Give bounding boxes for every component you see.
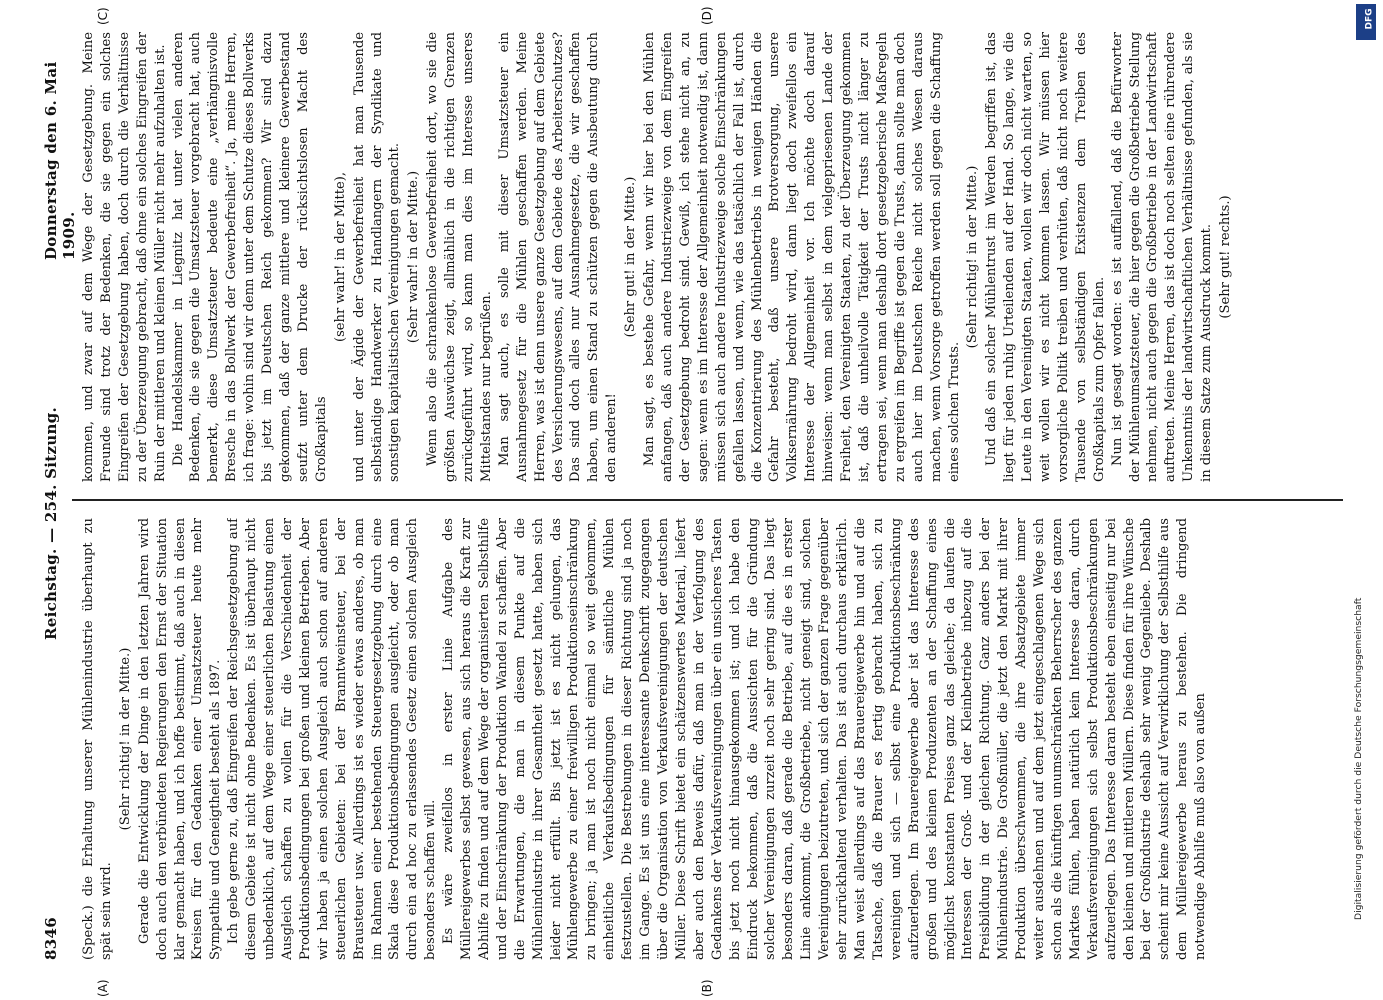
left-column — [80, 518, 1353, 960]
paragraph: Es wäre zweifellos in erster Linie Aufgabe des Müllereigewerbes selbst gewesen, aus sich heraus die Kraft zur Abhilfe zu finden und auf dem Wege der organisierten Selbsthilfe und der Einschränkung der Produktion Wandel zu schaffen. Aber die Erwartungen, die man in diesem Punkte auf die Mühlenindustrie in ihrer Gesamtheit gesetzt hatte, haben sich leider nicht erfüllt. Bis jetzt ist es nicht gelungen, das Mühlengewerbe zu einer freiwilligen Produktionseinschränkung zu bringen; ja man ist noch nicht einmal so weit gekommen, einheitliche Verkaufsbedingungen für sämtliche Mühlen festzustellen. Die Bestrebungen in dieser Richtung sind ja noch im Gange. Es ist uns eine interessante Denkschrift zugegangen über die Organisation von Verkaufsvereinigungen der deutschen Müller. Diese Schrift bietet ein schätzenswertes Material, liefert aber auch den Beweis dafür, daß man in der Verfolgung des Gedankens der Verkaufsvereinigungen über ein unsicheres Tasten bis jetzt noch nicht hinausgekommen ist; und ich habe den Eindruck bekommen, daß die Aussichten für die Gründung solcher Vereinigungen zurzeit noch sehr gering sind. Das liegt besonders daran, daß gerade die Betriebe, auf die es in erster Linie ankommt, die Großbetriebe, nicht geneigt sind, solchen Vereinigungen beizutreten, und sich der ganzen Frage gegenüber sehr zurückhaltend verhalten. Das ist auch durchaus erklärlich. Man weist allerdings auf das Brauereigewerbe hin und auf die Tatsache, daß die Brauer es fertig gebracht haben, sich zu vereinigen und sich — selbst eine Produktionsbeschränkung aufzuerlegen. Im Brauereigewerbe aber ist das Interesse des großen und des kleinen Produzenten an der Schaffung eines möglichst konstanten Preises ganz das gleiche; da laufen die Interessen der Groß- und der Kleinbetriebe inbezug auf die Preisbildung in der gleichen Richtung. Ganz anders bei der Mühlenindustrie. Die Großmüller, die jetzt den Markt mit ihrer Produktion überschwemmen, die ihre Absatzgebiete immer weiter ausdehnen und auf dem jetzt eingeschlagenen Wege sich schon als die künftigen unumschränkten Beherrscher des ganzen Marktes fühlen, haben natürlich kein Interesse daran, durch Verkaufsvereinigungen sich selbst Produktionsbeschränkungen aufzuerlegen. Das Interesse daran besteht eben einseitig nur bei den kleinen und mittleren Müllern. Diese finden für ihre Wünsche bei der Großindustrie deshalb sehr wenig Gegenliebe. Deshalb scheint mir keine Aussicht auf Verwirklichung der Selbsthilfe aus dem Müllereigewerbe heraus zu bestehen. Die dringend notwendige Abhilfe muß also von außen — [441, 518, 1209, 960]
paragraph: Man sagt, es bestehe Gefahr, wenn wir hier bei den Mühlen anfangen, daß auch andere Industriezweige von dem Eingreifen der Gesetzgebung bedroht sind. Gewiß, ich stehe nicht an, zu sagen: wenn es im Interesse der Allgemeinheit notwendig ist, dann müssen sich auch andere Industriezweige solche Einschränkungen gefallen lassen, und wenn, wie das tatsächlich der Fall ist, durch die Konzentrierung des Mühlenbetriebs in wenigen Händen die Gefahr besteht, daß unsere Brotversorgung, unsere Volksernährung bedroht wird, dann liegt doch zweifellos ein Interesse der Allgemeinheit vor. Ich möchte doch darauf hinweisen: wenn man selbst in dem vielgepriesenen Lande der Freiheit, den Vereinigten Staaten, zu der Überzeugung gekommen ist, daß die unheilvolle Tätigkeit der Trusts nicht länger zu ertragen sei, wenn man deshalb dort gesetzgeberische Maßregeln zu ergreifen im Begriffe ist gegen die Trusts, dann sollte man doch auch hier im Deutschen Reiche nicht solches Wesen daraus machen, wenn Vorsorge getroffen werden soll gegen die Schaffung eines solchen Trusts. — [642, 32, 962, 482]
right-column — [80, 32, 1353, 482]
margin-marker-a: (A) — [96, 979, 110, 997]
margin-marker-b: (B) — [700, 979, 714, 997]
paragraph: kommen, und zwar auf dem Wege der Gesetzgebung. Meine Freunde sind trotz der Bedenken, die sie gegen ein solches Eingreifen der Gesetzgebung haben, doch durch die Verhältnisse zu der Überzeugung gebracht, daß ohne ein solches Eingreifen der Ruin der mittleren und kleinen Müller nicht mehr aufzuhalten ist. — [81, 32, 168, 482]
page-number: 8346 — [42, 917, 60, 960]
dfg-logo — [1356, 4, 1376, 40]
paragraph: (Speck.) die Erhaltung unserer Mühlenindustrie überhaupt zu spät sein wird. — [81, 518, 114, 960]
column-divider — [72, 500, 1343, 502]
interjection: (Sehr gut! rechts.) — [1218, 195, 1234, 319]
interjection: (Sehr richtig! in der Mitte.) — [117, 647, 133, 831]
paragraph: Gerade die Entwicklung der Dinge in den letzten Jahren wird doch auch den verbündeten Regierungen den Ernst der Situation klar gemacht haben, und ich hoffe bestimmt, daß auch in diesen Kreisen für den Gedanken einer Umsatzsteuer heute mehr Sympathie und Geneigtheit besteht als 1897. — [136, 518, 224, 960]
session-title: Reichstag. — 254. Sitzung. — [42, 406, 60, 640]
dfg-logo-label: DFG — [1364, 8, 1375, 30]
margin-marker-c: (C) — [96, 7, 110, 25]
paragraph: Die Handelskammer in Liegnitz hat unter vielen anderen Bedenken, die sie gegen die Umsatzsteuer vorgebracht hat, auch bemerkt, diese Umsatzsteuer bedeute eine „verhängnisvolle Bresche in das Bollwerk der Gewerbefreiheit“. Ja, meine Herren, ich frage: wohin sind wir denn unter dem Schutze dieses Bollwerks bis jetzt im Deutschen Reich gekommen? Wir sind dazu gekommen, daß der ganze mittlere und kleinere Gewerbestand seufzt unter dem Drucke der rücksichtslosen Macht des Großkapitals — [170, 32, 329, 482]
paragraph: Ich gebe gerne zu, daß Eingreifen der Reichsgesetzgebung auf diesem Gebiete ist nicht ohne Bedenken. Es ist überhaupt nicht unbedenklich, auf dem Wege einer steuerlichen Belastung einen Ausgleich schaffen zu wollen für die Verschiedenheit der Produktionsbedingungen bei großen und kleinen Betrieben. Aber wir haben ja einen solchen Ausgleich auch schon auf anderen steuerlichen Gebieten: bei der Branntweinsteuer, bei der Brausteuer usw. Allerdings ist es wieder etwas anderes, ob man im Rahmen einer bestehenden Steuergesetzgebung durch eine Skala diese Produktionsbedingungen ausgleicht, oder ob man durch ein ad hoc zu erlassendes Gesetz einen solchen Ausgleich besonders schaffen will. — [226, 518, 439, 960]
paragraph: Und daß ein solcher Mühlentrust im Werden begriffen ist, das liegt für jeden ruhig Urteilenden auf der Hand. So lange, wie die Leute in den Vereinigten Staaten, wollen wir doch nicht warten, so weit wollen wir es nicht kommen lassen. Wir müssen hier vorsorgliche Politik treiben und verhüten, daß nicht noch weitere Tausende von selbständigen Existenzen dem Treiben des Großkapitals zum Opfer fallen. — [984, 32, 1107, 482]
paragraph: und unter der Ägide der Gewerbefreiheit hat man Tausende selbständige Handwerker zu Handlangern der Syndikate und sonstigen kapitalistischen Vereinigungen gemacht. — [351, 32, 403, 482]
interjection: (Sehr wahr! in der Mitte.) — [406, 170, 422, 344]
digitization-note: Digitalisierung gefördert durch die Deutsche Forschungsgemeinschaft — [1353, 597, 1364, 920]
page-header — [42, 40, 78, 960]
interjection: (sehr wahr! in der Mitte), — [332, 171, 348, 343]
paragraph: Nun ist gesagt worden: es ist auffallend, daß die Befürworter der Mühlenumsatzsteuer, die hier gegen die Großbetriebe Stellung nehmen, nicht auch gegen die Großbetriebe in der Landwirtschaft auftreten. Meine Herren, das ist doch noch selten eine rührendere Unkenntnis der landwirtschaftlichen Verhältnisse gefunden, als sie in diesem Satze zum Ausdruck kommt. — [1109, 32, 1215, 482]
paragraph: Man sagt auch, es solle mit dieser Umsatzsteuer ein Ausnahmegesetz für die Mühlen geschaffen werden. Meine Herren, was ist denn unsere ganze Gesetzgebung auf dem Gebiete des Versicherungswesens, auf dem Gebiete des Arbeiterschutzes? Das sind doch alles nur Ausnahmegesetze, die wir geschaffen haben, um einen Stand zu schützen gegen die Ausbeutung durch den anderen! — [496, 32, 620, 482]
interjection: (Sehr richtig! in der Mitte.) — [965, 165, 981, 349]
margin-marker-d: (D) — [700, 6, 714, 25]
paragraph: Wenn also die schrankenlose Gewerbefreiheit dort, wo sie die größten Auswüchse zeigt, allmählich in die richtigen Grenzen zurückgeführt wird, so kann man dies im Interesse unseres Mittelstandes nur begrüßen. — [425, 32, 494, 482]
interjection: (Sehr gut! in der Mitte.) — [623, 176, 639, 338]
session-date: Donnerstag den 6. Mai 1909. — [42, 61, 78, 260]
